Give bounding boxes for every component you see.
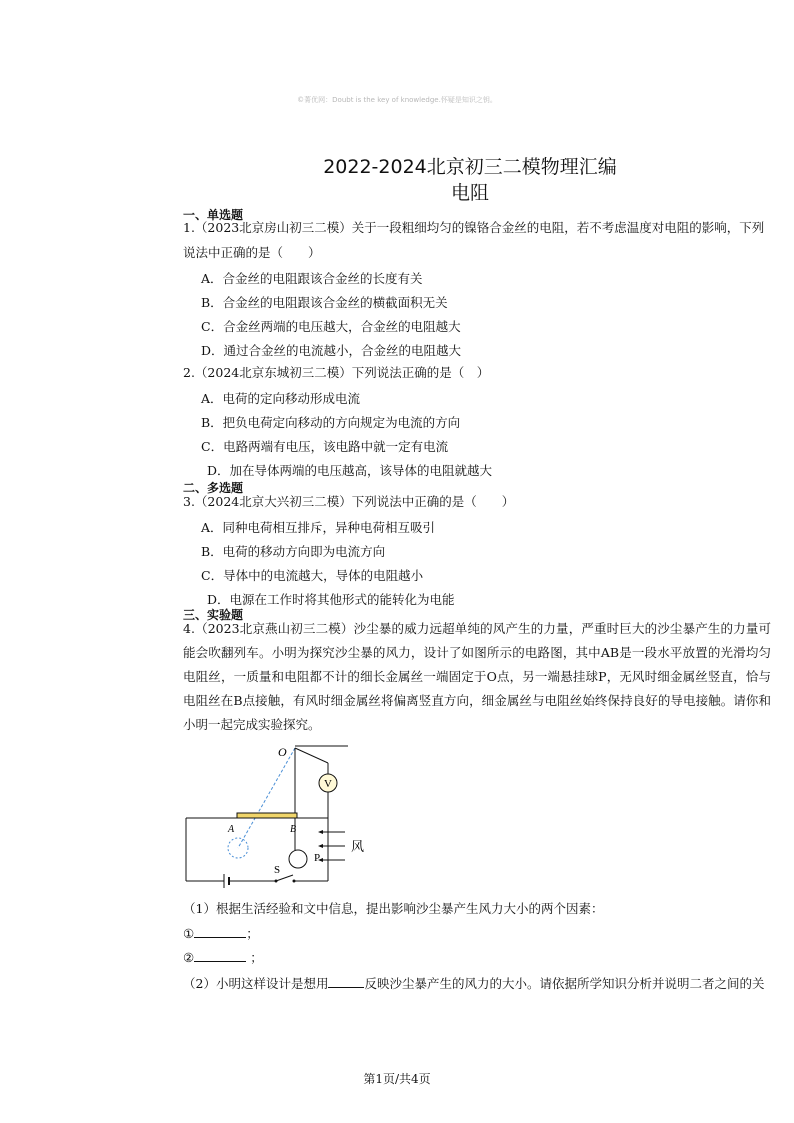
watermark: ©菁优网：Doubt is the key of knowledge.怀疑是知识之钥。 xyxy=(297,96,497,104)
question-3-option-a: A．同种电荷相互排斥，异种电荷相互吸引 xyxy=(201,520,436,535)
question-3-option-c: C．导体中的电流越大，导体的电阻越小 xyxy=(201,568,424,583)
question-1-stem-cont: 说法中正确的是（ ） xyxy=(183,245,321,260)
circuit-diagram xyxy=(180,738,380,898)
question-1-option-d: D．通过合金丝的电流越小，合金丝的电阻越大 xyxy=(201,343,462,358)
label-o: O xyxy=(278,745,287,759)
question-3-option-d: D．电源在工作时将其他形式的能转化为电能 xyxy=(207,592,455,607)
question-1-option-c: C．合金丝两端的电压越大，合金丝的电阻越大 xyxy=(201,319,461,334)
question-1-option-b: B．合金丝的电阻跟该合金丝的横截面积无关 xyxy=(201,295,448,310)
question-1-stem: 1.（2023北京房山初三二模）关于一段粗细均匀的镍铬合金丝的电阻，若不考虑温度对电阻的影响，下列 xyxy=(183,220,765,235)
question-3-option-b: B．电荷的移动方向即为电流方向 xyxy=(201,544,386,559)
page-title: 2022-2024北京初三二模物理汇编 xyxy=(323,156,617,178)
label-b: B xyxy=(290,824,297,835)
label-wind: 风 xyxy=(351,839,365,854)
section-heading-single-choice: 一、单选题 xyxy=(183,208,244,222)
label-s: S xyxy=(274,864,281,876)
page-subtitle: 电阻 xyxy=(450,182,489,204)
page-footer: 第1页/共4页 xyxy=(363,1072,431,1086)
label-v: V xyxy=(324,778,332,790)
question-4-sub2: （2）小明这样设计是想用 反映沙尘暴产生的风力的大小。请依据所学知识分析并说明二者之间的关 xyxy=(183,976,765,991)
question-2-stem: 2.（2024北京东城初三二模）下列说法正确的是（ ） xyxy=(183,365,490,380)
question-4-sub1: （1）根据生活经验和文中信息，提出影响沙尘暴产生风力大小的两个因素： xyxy=(183,901,604,916)
question-2-option-b: B．把负电荷定向移动的方向规定为电流的方向 xyxy=(201,415,461,430)
ball-p xyxy=(289,850,307,868)
question-1-option-a: A．合金丝的电阻跟该合金丝的长度有关 xyxy=(201,271,423,286)
question-2-option-c: C．电路两端有电压，该电路中就一定有电流 xyxy=(201,439,449,454)
section-heading-experiment: 三、实验题 xyxy=(183,608,244,622)
answer-blank-1: ① ； xyxy=(183,926,259,941)
resistor-ab xyxy=(237,813,297,818)
question-2-option-a: A．电荷的定向移动形成电流 xyxy=(201,391,361,406)
question-4-paragraph: 4.（2023北京燕山初三二模）沙尘暴的威力远超单纯的风产生的力量，严重时巨大的沙尘暴产生的力量可能会吹翻列车。小明为探究沙尘暴的风力，设计了如图所示的电路图，其中AB是一段水平放置的光滑均匀电阻丝，一质量和电阻都不计的细长金属丝一端固定于O点，另一端悬挂球P，无风时细金属丝竖直，恰与电阻丝在B点接触，有风时细金属丝将偏离竖直方向，细金属丝与电阻丝始终保持良好的导电接触。请你和小明一起完成实验探究。 xyxy=(183,621,771,732)
label-a: A xyxy=(228,824,235,835)
label-p: P xyxy=(314,852,321,864)
section-heading-multi-choice: 二、多选题 xyxy=(183,481,244,495)
deflected-wire xyxy=(238,748,295,848)
question-2-option-d: D．加在导体两端的电压越高，该导体的电阻就越大 xyxy=(207,463,493,478)
answer-blank-2: ② ； xyxy=(183,950,263,965)
question-3-stem: 3.（2024北京大兴初三二模）下列说法中正确的是（ ） xyxy=(183,494,515,509)
